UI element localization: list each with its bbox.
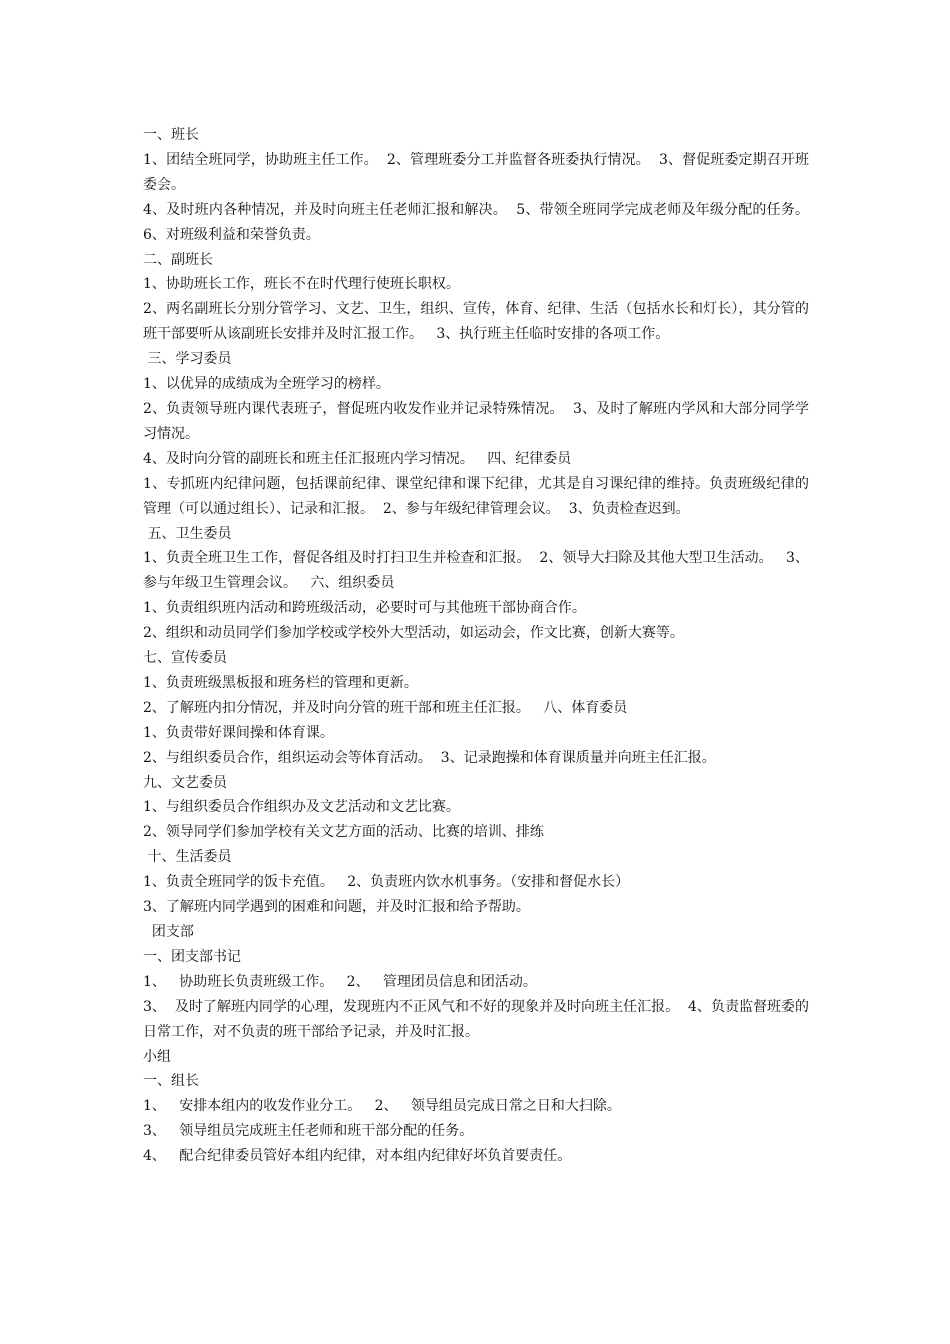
document-line: 1、负责全班卫生工作，督促各组及时打扫卫生并检查和汇报。 2、领导大扫除及其他大型卫生活动。 3、参与年级卫生管理会议。 六、组织委员 (143, 550, 809, 592)
document-line: 团支部 (143, 924, 194, 940)
document-line: 4、及时向分管的副班长和班主任汇报班内学习情况。 四、纪律委员 (143, 450, 572, 467)
document-line: 1、与组织委员合作组织办及文艺活动和文艺比赛。 (143, 799, 460, 816)
document-line: 2、两名副班长分别分管学习、文艺、卫生，组织、宣传，体育、纪律、生活（包括水长和灯长），其分管的班干部要听从该副班长安排并及时汇报工作。 3、执行班主任临时安排的各项工作。 (143, 301, 809, 343)
document-line: 1、负责全班同学的饭卡充值。 2、负责班内饮水机事务。（安排和督促水长） (143, 874, 630, 891)
document-line: 4、及时班内各种情况，并及时向班主任老师汇报和解决。 5、带领全班同学完成老师及年级分配的任务。 6、对班级利益和荣誉负责。 (143, 201, 823, 243)
document-line: 1、负责组织班内活动和跨班级活动，必要时可与其他班干部协商合作。 (143, 600, 586, 617)
document-line: 1、协助班长工作，班长不在时代理行使班长职权。 (143, 276, 460, 293)
document-line: 2、领导同学们参加学校有关文艺方面的活动、比赛的培训、排练 (143, 824, 544, 841)
document-line: 1、负责班级黑板报和班务栏的管理和更新。 (143, 674, 418, 691)
document-line: 小组 (143, 1048, 171, 1065)
document-line: 3、 及时了解班内同学的心理，发现班内不正风气和不好的现象并及时向班主任汇报。 4、负责监督班委的日常工作，对不负责的班干部给予记录，并及时汇报。 (143, 998, 809, 1040)
document-line: 2、了解班内扣分情况，并及时向分管的班干部和班主任汇报。 八、体育委员 (143, 699, 628, 716)
document-line: 九、文艺委员 (143, 774, 227, 791)
document-line: 十、生活委员 (143, 849, 232, 866)
document-line: 3、了解班内同学遇到的困难和问题，并及时汇报和给予帮助。 (143, 899, 530, 916)
document-line: 2、与组织委员合作，组织运动会等体育活动。 3、记录跑操和体育课质量并向班主任汇报。 (143, 749, 716, 766)
document-line: 1、团结全班同学，协助班主任工作。 2、管理班委分工并监督各班委执行情况。 3、督促班委定期召开班委会。 (143, 151, 809, 193)
document-line: 1、专抓班内纪律问题，包括课前纪律、课堂纪律和课下纪律，尤其是自习课纪律的维持。负责班级纪律的管理（可以通过组长）、记录和汇报。 2、参与年级纪律管理会议。 3、负责检查迟到。 (143, 475, 809, 517)
document-line: 一、组长 (143, 1073, 199, 1090)
document-line: 五、卫生委员 (143, 525, 232, 542)
document-line: 1、以优异的成绩成为全班学习的榜样。 (143, 376, 390, 393)
document-line: 1、 协助班长负责班级工作。 2、 管理团员信息和团活动。 (143, 973, 537, 990)
document-line: 一、团支部书记 (143, 948, 241, 965)
document-line: 2、组织和动员同学们参加学校或学校外大型活动，如运动会，作文比赛，创新大赛等。 (143, 625, 684, 642)
document-line: 1、 安排本组内的收发作业分工。 2、 领导组员完成日常之日和大扫除。 (143, 1098, 621, 1115)
document-line: 二、副班长 (143, 251, 213, 268)
document-line: 2、负责领导班内课代表班子，督促班内收发作业并记录特殊情况。 3、及时了解班内学风和大部分同学学习情况。 (143, 400, 809, 442)
document-line: 一、班长 (143, 127, 199, 143)
document-body (143, 123, 823, 1169)
document-line: 3、 领导组员完成班主任老师和班干部分配的任务。 (143, 1123, 474, 1140)
document-line: 4、 配合纪律委员管好本组内纪律，对本组内纪律好坏负首要责任。 (143, 1148, 572, 1165)
document-line: 七、宣传委员 (143, 650, 227, 667)
document-line: 三、学习委员 (143, 351, 232, 368)
document-line: 1、负责带好课间操和体育课。 (143, 724, 334, 741)
